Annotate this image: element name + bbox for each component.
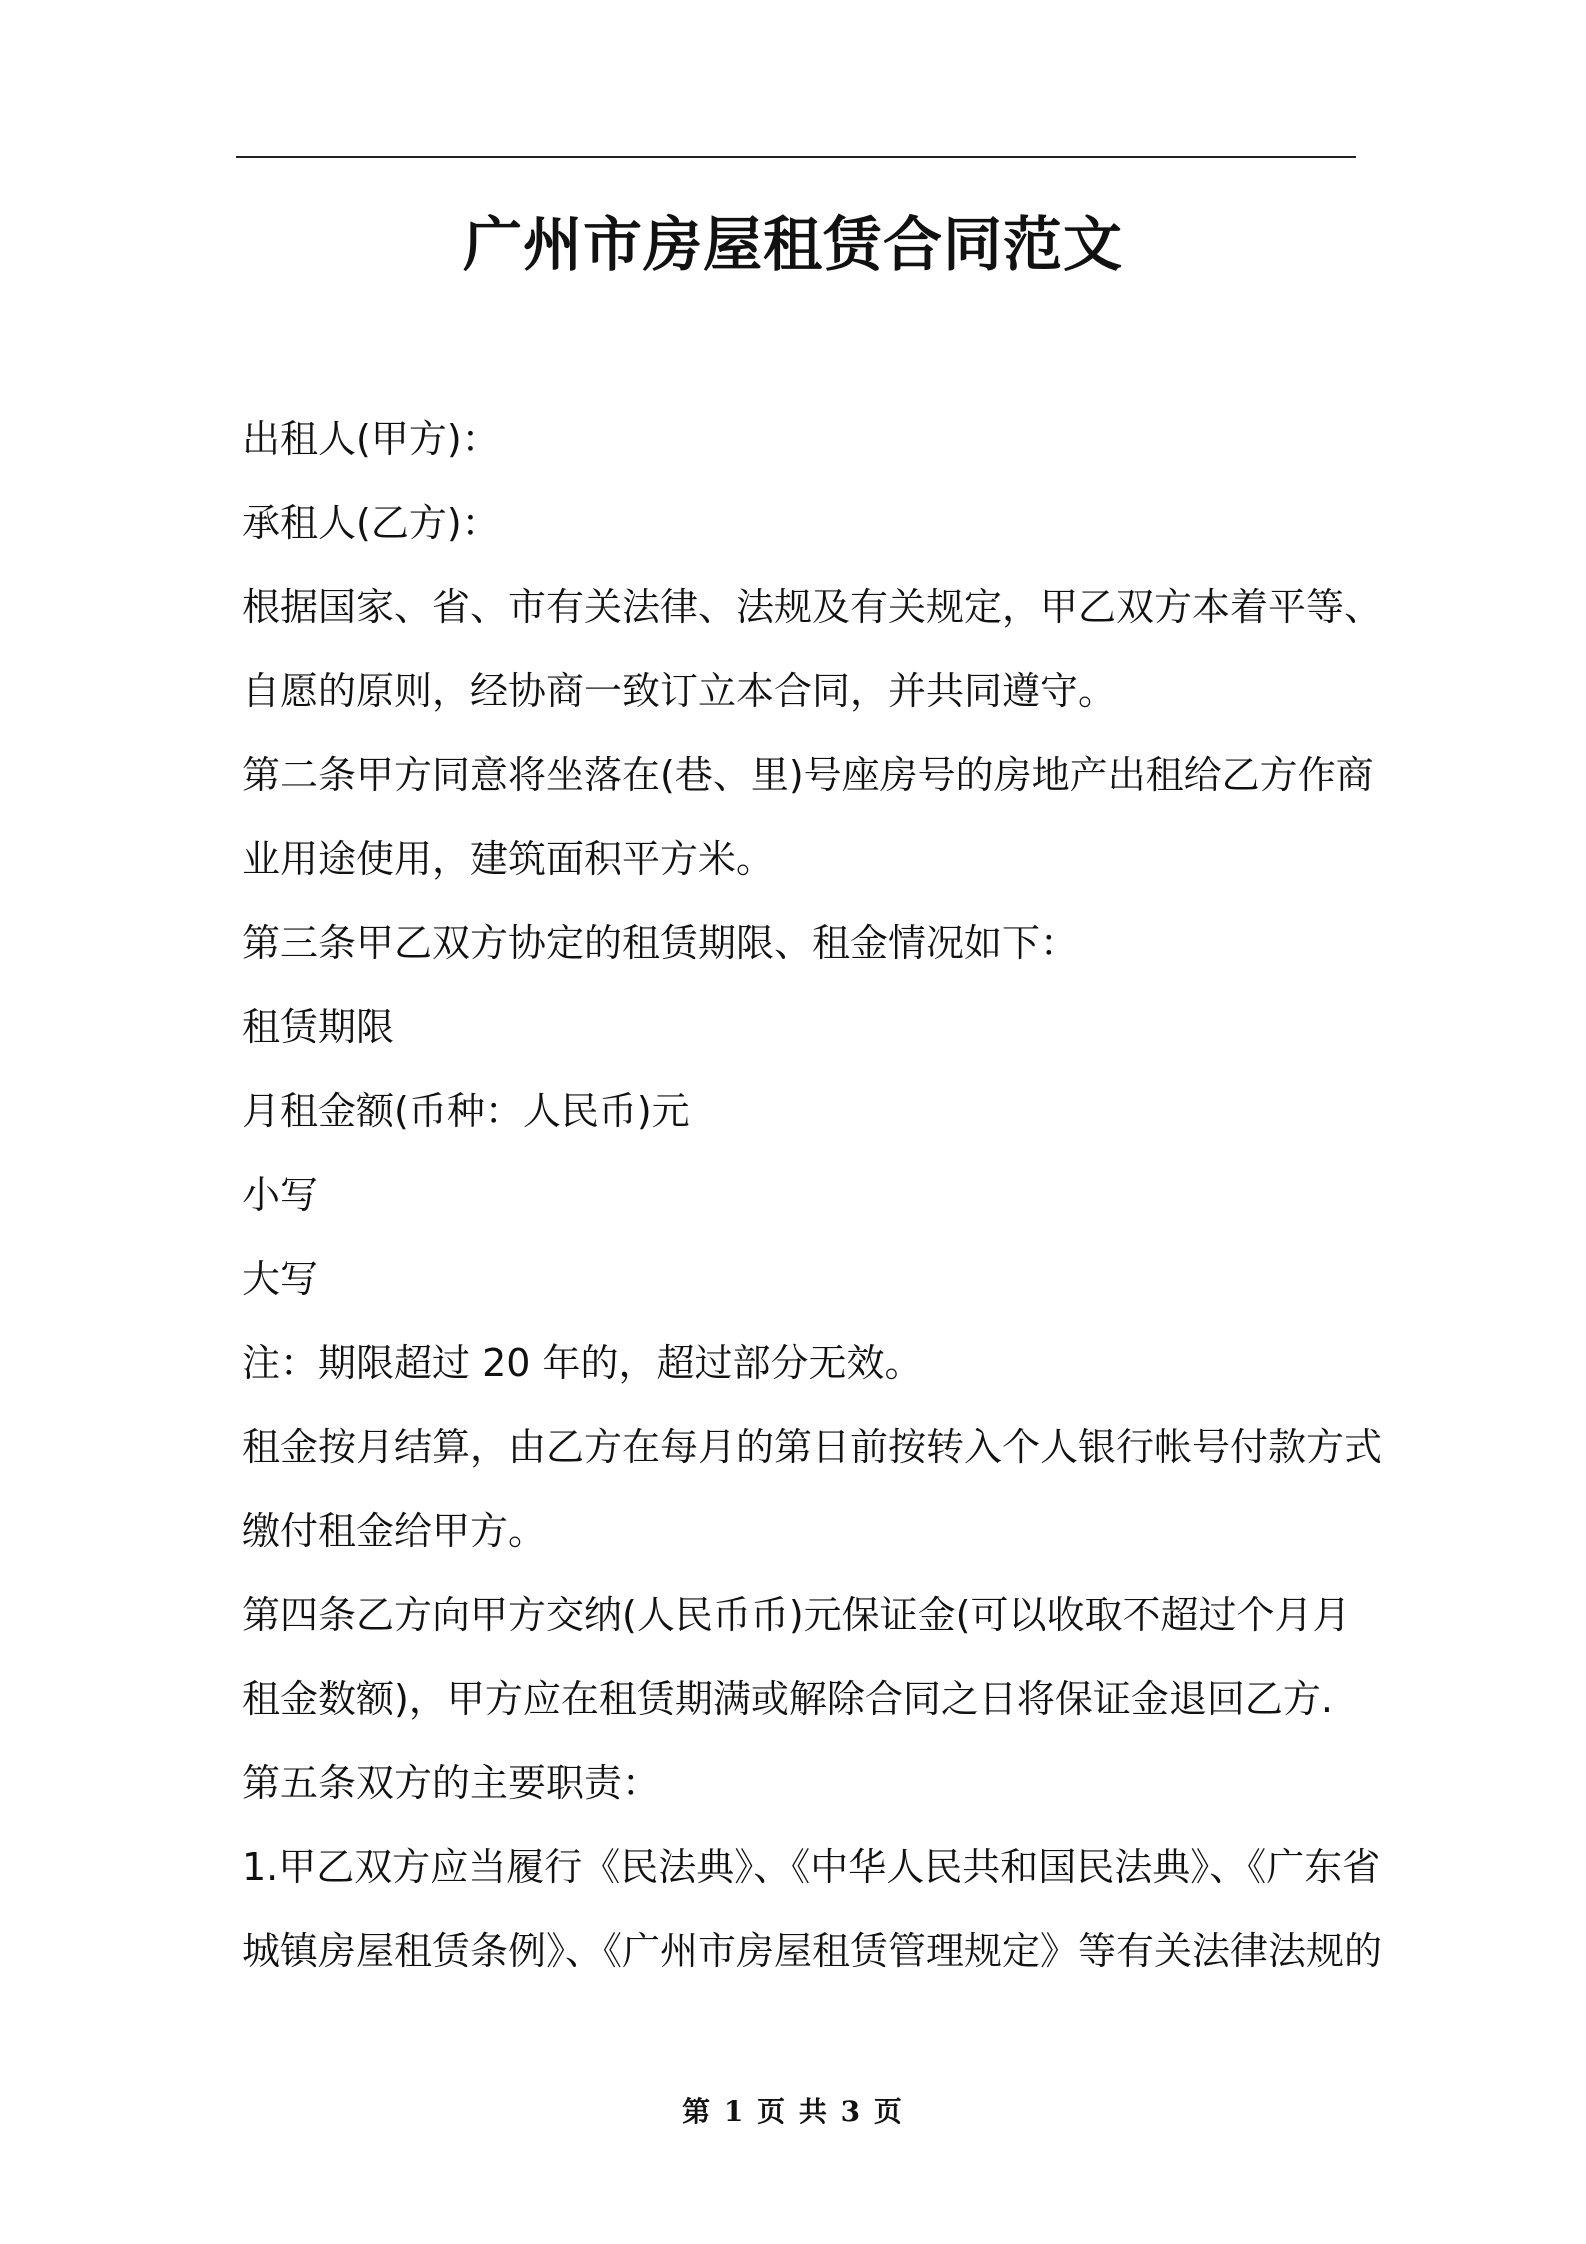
text-line: 月租金额(币种：人民币)元 (242, 1089, 690, 1133)
text-line: 1.甲乙双方应当履行《民法典》、《中华人民共和国民法典》、《广东省 (242, 1845, 1381, 1889)
text-line: 租赁期限 (242, 1005, 395, 1049)
text-line: 自愿的原则，经协商一致订立本合同，并共同遵守。 (242, 669, 1117, 713)
text-line: 承租人(乙方)： (242, 501, 500, 545)
document-title: 广州市房屋租赁合同范文 (462, 210, 1123, 279)
text-line: 第五条双方的主要职责： (242, 1761, 661, 1805)
text-line: 大写 (242, 1257, 319, 1301)
page-number-footer: 第 1 页 共 3 页 (682, 2095, 904, 2128)
text-line: 小写 (242, 1173, 319, 1217)
document-body (242, 397, 1383, 1993)
text-line: 缴付租金给甲方。 (242, 1509, 547, 1553)
text-line: 城镇房屋租赁条例》、《广州市房屋租赁管理规定》等有关法律法规的 (242, 1929, 1383, 1973)
text-line: 出租人(甲方)： (242, 417, 500, 461)
text-line: 根据国家、省、市有关法律、法规及有关规定，甲乙双方本着平等、 (242, 585, 1383, 629)
text-line: 第二条甲方同意将坐落在(巷、里)号座房号的房地产出租给乙方作商 (242, 753, 1374, 797)
text-line: 注：期限超过 20 年的，超过部分无效。 (242, 1341, 923, 1385)
text-line: 业用途使用，建筑面积平方米。 (242, 837, 775, 881)
text-line: 租金按月结算，由乙方在每月的第日前按转入个人银行帐号付款方式 (242, 1425, 1383, 1469)
text-line: 第四条乙方向甲方交纳(人民币币)元保证金(可以收取不超过个月月 (242, 1593, 1351, 1637)
text-line: 第三条甲乙双方协定的租赁期限、租金情况如下： (242, 921, 1079, 965)
text-line: 租金数额)，甲方应在租赁期满或解除合同之日将保证金退回乙方. (242, 1677, 1333, 1721)
header-rule (236, 156, 1356, 158)
